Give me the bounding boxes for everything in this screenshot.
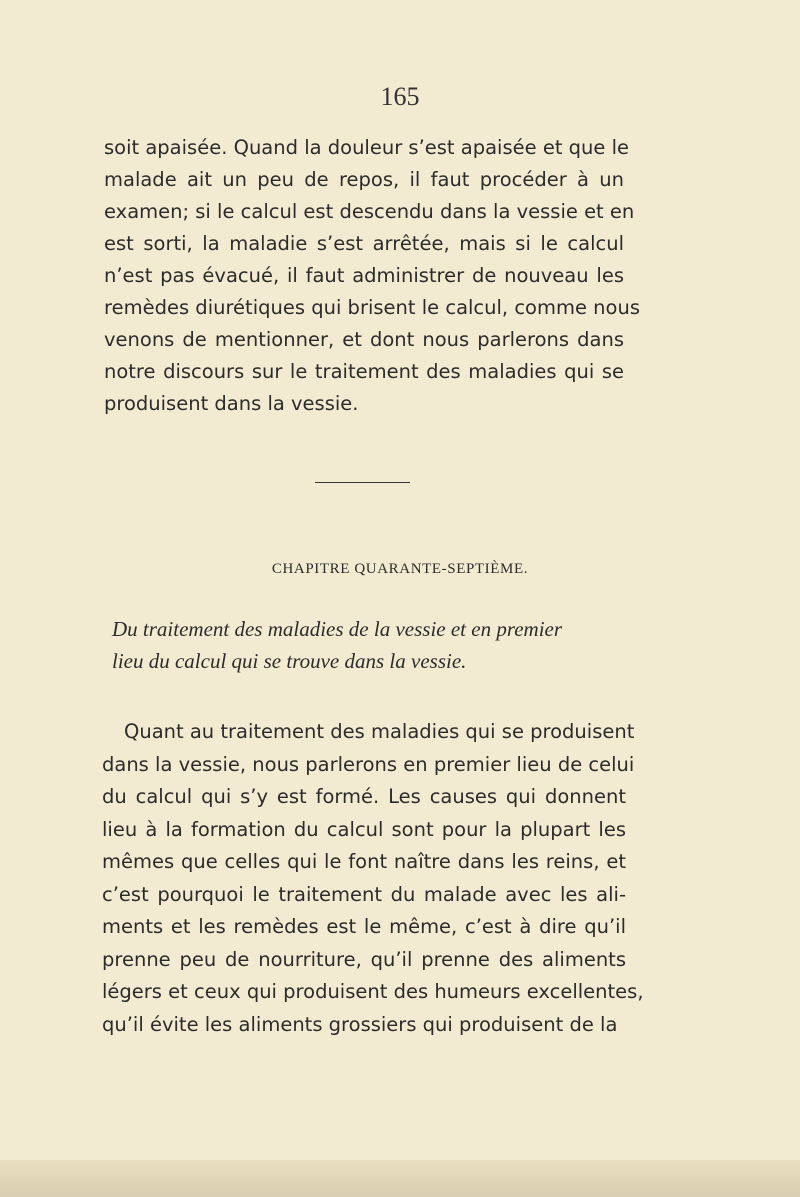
page-number: 165 [380,82,420,111]
text-line: venons de mentionner, et dont nous parlerons dans [104,328,624,351]
text-line: Quant au traitement des maladies qui se produisent [124,720,635,743]
text-line: mêmes que celles qui le font naître dans les reins, et [102,850,626,873]
page-bottom-edge [0,1160,800,1197]
text-line: examen; si le calcul est descendu dans la vessie et en [104,200,635,223]
subtitle-line: lieu du calcul qui se trouve dans la vessie. [112,649,467,673]
text-line: du calcul qui s’y est formé. Les causes qui donnent [102,785,626,808]
text-line: soit apaisée. Quand la douleur s’est apaisée et que le [104,136,630,159]
text-line: malade ait un peu de repos, il faut procéder à un [104,168,624,191]
text-line: notre discours sur le traitement des maladies qui se [104,360,624,383]
chapter-heading: CHAPITRE QUARANTE-SEPTIÈME. [271,561,529,577]
chapter-subtitle [112,613,632,677]
text-line: dans la vessie, nous parlerons en premier lieu de celui [102,752,635,776]
chapter-paragraph [102,716,644,1041]
text-line: légers et ceux qui produisent des humeurs excellentes, [102,980,644,1003]
text-line: est sorti, la maladie s’est arrêtée, mais si le calcul [104,232,624,255]
text-line: qu’il évite les aliments grossiers qui produisent de la [102,1012,618,1036]
paragraph-continuation [104,132,640,420]
text-line: lieu à la formation du calcul sont pour la plupart les [102,817,626,841]
subtitle-line: Du traitement des maladies de la vessie et en premier [112,617,563,641]
text-line: c’est pourquoi le traitement du malade avec les ali- [102,882,626,906]
text-line: n’est pas évacué, il faut administrer de nouveau les [104,264,624,287]
text-line: produisent dans la vessie. [104,392,359,415]
text-line: prenne peu de nourriture, qu’il prenne des aliments [102,947,626,971]
text-line: ments et les remèdes est le même, c’est à dire qu’il [102,915,626,938]
text-line: remèdes diurétiques qui brisent le calcul, comme nous [104,296,640,319]
section-divider [315,482,410,483]
